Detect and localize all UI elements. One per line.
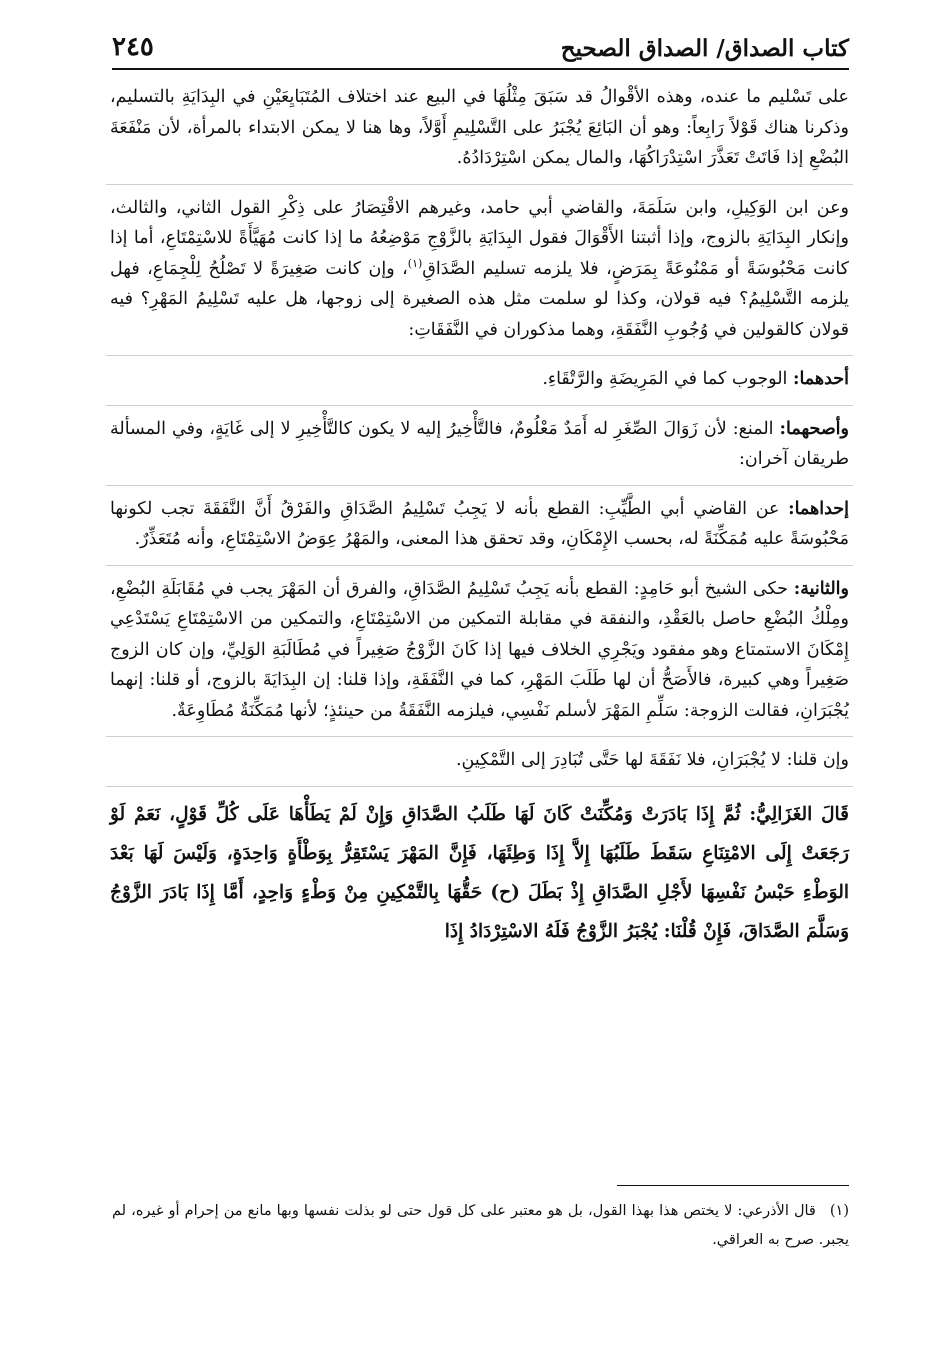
paragraph-text: على تَسْليم ما عنده، وهذه الأقْوالُ قد سَبَقَ مِثْلُهَا في البيع عند اختلاف المُتَبَايِعَيْنِ في البِدَايَةِ بالتسليم، وذكرنا هناك قَوْلاً رَابِعاً: وهو أن البَائِعَ يُجْبَرُ على التَّسْلِيمِ أَوَّلاً، وها هنا لا يمكن الابتداء بالمرأة، لأن مَنْفَعَةَ البُضْعِ إذا فَاتَتْ تَعَذَّرَ اسْتِدْرَاكُهَا، والمال يمكن اسْتِرْدَادُهُ. (110, 87, 849, 168)
paragraph-5 (110, 494, 849, 555)
paragraph-divider (106, 736, 853, 737)
paragraph-text: الوجوب كما في المَرِيضَةِ والرَّتْقَاءِ. (542, 369, 793, 389)
paragraph-text: المنع: لأن زَوَالَ الصِّغَرِ له أَمَدٌ مَعْلُومٌ، فالتَّأْخِيرُ إليه لا يكون كالتَّأْخِيرِ لا إلى غَايَةٍ، وفي المسألة طريقان آخران: (110, 418, 849, 469)
paragraph-divider (106, 355, 853, 356)
paragraph-text: وعن ابن الوَكِيلِ، وابن سَلَمَةَ، والقاضي أبي حامد، وغيرهم الاقْتِصَارُ على ذِكْرِ القول الثاني، والثالث، وإنكار البِدَايَةِ بالزوج، وإذا أثبتنا الأَقْوَالَ فقول البِدَايَةِ بالزَّوْجِ مَوْضِعُهُ ما إذا كانت مُهَيَّأَةً للاسْتِمْتَاعِ، أما إذا كانت مَحْبُوسَةً أو مَمْنُوعَةً بِمَرَضٍ، فلا يلزمه تسليم الصَّدَاقِ (110, 197, 850, 279)
paragraph-1 (110, 82, 849, 174)
paragraph-text: حكى الشيخ أبو حَامِدٍ: القطع بأنه يَجِبُ تَسْلِيمُ الصَّدَاقِ، والفرق أن المَهْرَ يجب في مُقَابَلَةِ البُضْعِ، ومِلْكُ البُضْعِ حاصل بالعَقْدِ، والنفقة في مقابلة التمكين من الاسْتِمْتَاعِ، والتمكين من الاسْتِمْتَاعِ يَسْتَدْعِي إِمْكَانَ الاستمتاع وهو مفقود ويَجْرِي الخلاف فيها إذا كَانَ الزَّوْجُ صَغِيراً في مُطَالَبَةِ الوَلِيِّ، وإن كان الزوج صَغِيراً وهي كبيرة، فالأَصَحُّ أن لها طَلَبَ المَهْرِ، كما في النَّفَقَةِ، وإذا قلنا: إن البِدَايَةَ بالزوج، أو قلنا: إنهما يُجْبَرَانِ، فقالت الزوجة: سَلِّمِ المَهْرَ لأسلم نَفْسِي، فيلزمه النَّفَقَةُ من حينئذٍ؛ لأنها مُمَكِّنَةٌ مُطَاوِعَةٌ. (110, 578, 849, 721)
paragraph-divider (106, 565, 853, 566)
paragraph-3 (110, 364, 849, 395)
paragraph-6 (110, 574, 849, 727)
paragraph-label: وأصحهما: (779, 418, 849, 439)
paragraph-label: إحداهما: (788, 498, 849, 519)
footnote-rule (617, 1185, 849, 1186)
footnote-text: قال الأذرعي: لا يختص هذا بهذا القول، بل هو معتبر على كل قول حتى لو بذلت نفسها وبها مانع من إحرام أو غيره، لم يجبر. صرح به العراقي. (112, 1203, 849, 1248)
paragraph-2 (110, 193, 849, 346)
paragraph-text: عن القاضي أبي الطَّيِّبِ: القطع بأنه لا يَجِبُ تَسْلِيمُ الصَّدَاقِ والفَرْقُ أَنَّ النَّفَقَةَ تجب لكونها مَحْبُوسَةً عليه مُمَكِّنَةً له، بحسب الإِمْكَانِ، وقد تحقق هذا المعنى، والمَهْرُ عِوَضُ الاسْتِمْتَاعِ، وأنه مُتَعَذِّرٌ. (110, 498, 849, 549)
paragraph-label: والثانية: (793, 578, 849, 599)
paragraph-divider (106, 485, 853, 486)
paragraph-divider (106, 405, 853, 406)
paragraph-label: أحدهما: (792, 369, 849, 389)
header-rule (112, 68, 849, 70)
paragraph-text-continued: ، وإن كانت صَغِيرَةً لا تَصْلُحُ لِلْجِمَاعِ، فهل يلزمه التَّسْلِيمُ؟ فيه قولان، وكذا لو سلمت مثل هذه الصغيرة إلى زوجها، هل عليه تَسْلِيمُ المَهْرِ؟ فيه قولان كالقولين في وُجُوبِ النَّفَقَةِ، وهما مذكوران في النَّفَقَاتِ: (110, 258, 849, 340)
ghazali-intro: قَالَ الغَزَالِيُّ: (740, 803, 849, 825)
footnote-marker: (١) (407, 256, 423, 270)
footnote (112, 1197, 849, 1255)
page-header (112, 22, 849, 62)
main-text (110, 82, 849, 961)
running-title: كتاب الصداق/ الصداق الصحيح (560, 35, 849, 62)
footnote-number: (١) (829, 1203, 849, 1219)
paragraph-divider (106, 184, 853, 185)
ghazali-quote (110, 795, 849, 951)
ghazali-text: ثُمَّ إِذَا بَادَرَتْ وَمُكِّنَتْ كَانَ لَهَا طَلَبُ الصَّدَاقِ وَإِنْ لَمْ يَطَأْهَا عَلَى كُلِّ قَوْلٍ، نَعَمْ لَوْ رَجَعَتْ إِلَى الامْتِنَاعِ سَقَطَ طَلَبُهَا إِلاَّ إِذَا وَطِئَهَا، فَإِنَّ المَهْرَ يَسْتَقِرُّ بِوَطْأَةٍ وَاحِدَةٍ، وَلَيْسَ لَهَا بَعْدَ الوَطْءِ حَبْسُ نَفْسِهَا لأَجْلِ الصَّدَاقِ إِذْ بَطَلَ (ح) حَقُّهَا بِالتَّمْكِينِ مِنْ وَطْءٍ وَاحِدٍ، أَمَّا إِذَا بَادَرَ الزَّوْجُ وَسَلَّمَ الصَّدَاقَ، فَإِنْ قُلْنَا: يُجْبَرُ الزَّوْجُ فَلَهُ الاسْتِرْدَادُ إِذَا (110, 803, 849, 942)
paragraph-7 (110, 745, 849, 776)
paragraph-divider (106, 786, 853, 787)
paragraph-4 (110, 414, 849, 475)
paragraph-text: وإن قلنا: لا يُجْبَرَانِ، فلا نَفَقَةَ لها حَتَّى تُبَادِرَ إلى التَّمْكِينِ. (455, 750, 849, 770)
page-number: ٢٤٥ (112, 32, 154, 62)
